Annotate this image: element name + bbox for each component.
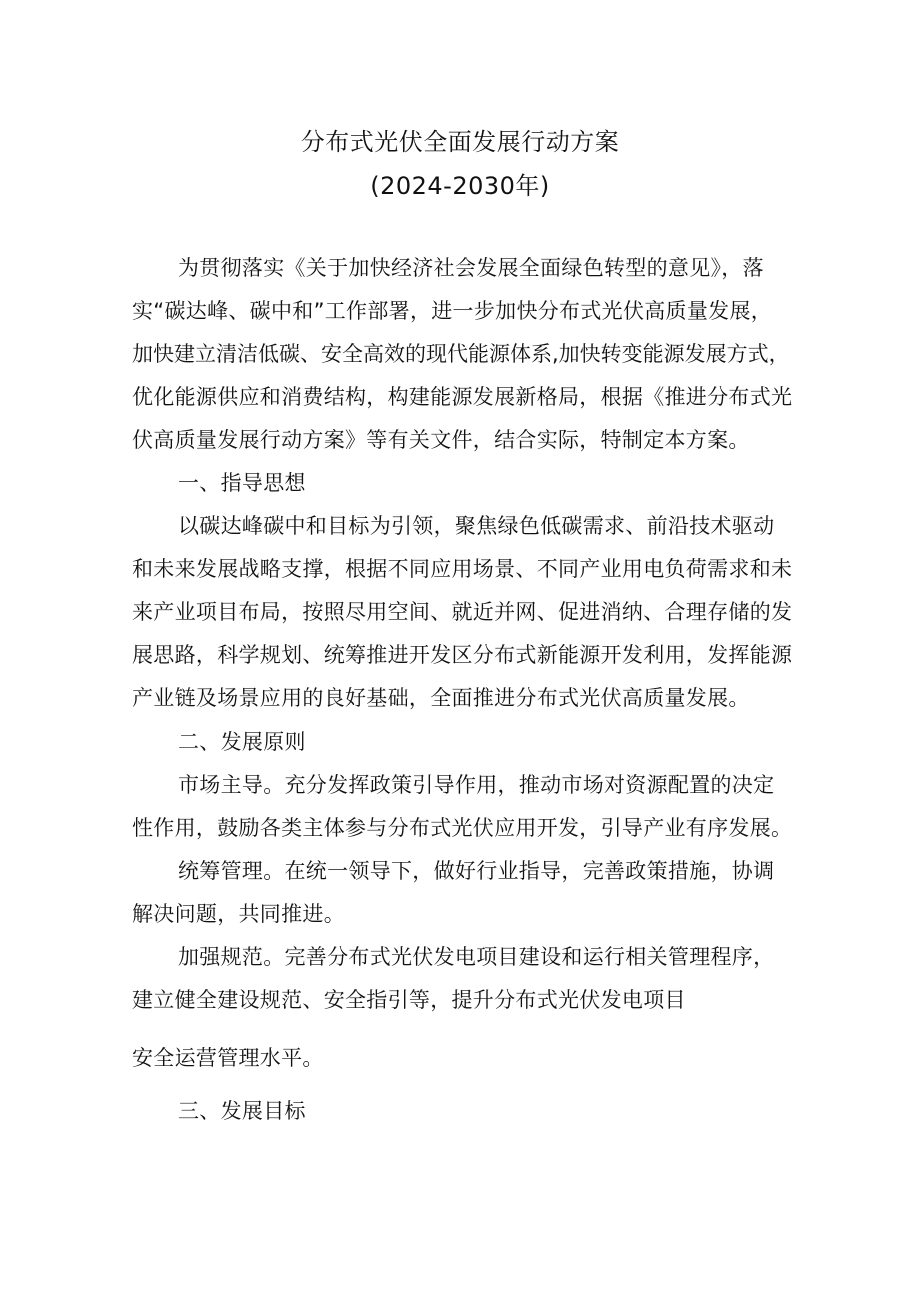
- body-line: 伏高质量发展行动方案》等有关文件，结合实际，特制定本方案。: [132, 428, 750, 452]
- section-heading-development-principles: 二、发展原则: [178, 730, 306, 754]
- body-line: 性作用，鼓励各类主体参与分布式光伏应用开发，引导产业有序发展。: [132, 816, 793, 840]
- body-line: 实“碳达峰、碳中和”工作部署，进一步加快分布式光伏高质量发展，: [132, 299, 773, 323]
- body-line: 和未来发展战略支撑，根据不同应用场景、不同产业用电负荷需求和未: [132, 557, 793, 581]
- body-line: 加强规范。完善分布式光伏发电项目建设和运行相关管理程序，: [178, 945, 775, 969]
- body-line: 建立健全建设规范、安全指引等，提升分布式光伏发电项目: [132, 988, 686, 1012]
- document-subtitle: (2024-2030年): [370, 172, 550, 200]
- body-line: 来产业项目布局，按照尽用空间、就近并网、促进消纳、合理存储的发: [132, 600, 793, 624]
- body-line: 解决问题，共同推进。: [132, 902, 345, 926]
- body-line: 优化能源供应和消费结构，构建能源发展新格局，根据《推进分布式光: [132, 385, 793, 409]
- section-heading-guiding-ideology: 一、指导思想: [178, 471, 306, 495]
- document-title: 分布式光伏全面发展行动方案: [300, 128, 620, 156]
- body-line: 产业链及场景应用的良好基础，全面推进分布式光伏高质量发展。: [132, 686, 750, 710]
- body-line: 安全运营管理水平。: [132, 1046, 324, 1070]
- body-line: 展思路，科学规划、统筹推进开发区分布式新能源开发利用，发挥能源: [132, 643, 793, 667]
- body-line: 统筹管理。在统一领导下，做好行业指导，完善政策措施，协调: [178, 859, 775, 883]
- body-line: 市场主导。充分发挥政策引导作用，推动市场对资源配置的决定: [178, 773, 775, 797]
- body-line: 加快建立清洁低碳、安全高效的现代能源体系,加快转变能源发展方式，: [132, 342, 790, 366]
- body-line: 为贯彻落实《关于加快经济社会发展全面绿色转型的意见》，落: [178, 256, 764, 280]
- section-heading-development-goals: 三、发展目标: [178, 1099, 306, 1123]
- body-line: 以碳达峰碳中和目标为引领，聚焦绿色低碳需求、前沿技术驱动: [178, 514, 775, 538]
